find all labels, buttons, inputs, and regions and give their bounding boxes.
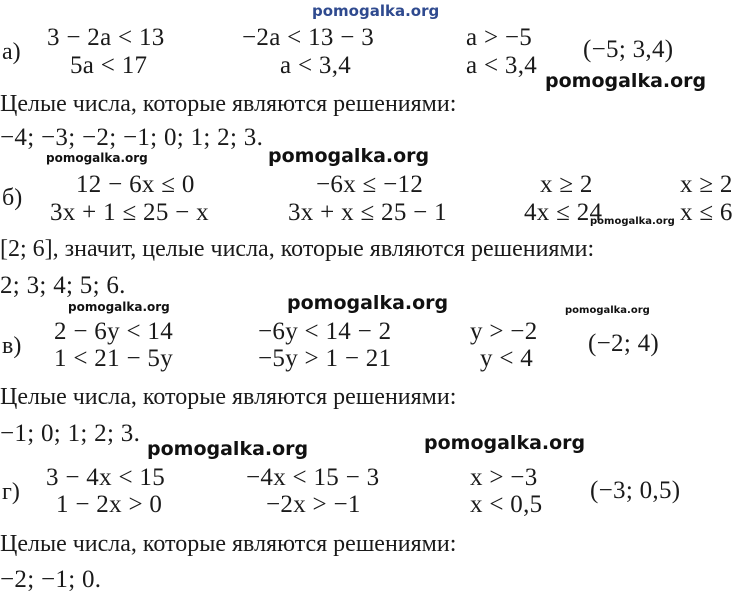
part-b-step3-ineq2: 4x ≤ 24 <box>524 199 603 226</box>
watermark: pomogalka.org <box>565 305 650 316</box>
part-b-step2-ineq2: 3x + x ≤ 25 − 1 <box>288 199 447 226</box>
part-v-step2-ineq2: −5y > 1 − 21 <box>258 345 392 372</box>
part-v-step1-ineq1: 2 − 6y < 14 <box>54 318 173 345</box>
part-b-label: б) <box>2 185 23 211</box>
watermark: pomogalka.org <box>287 292 449 314</box>
part-a-interval: (−5; 3,4) <box>583 36 674 63</box>
part-g-step2-ineq1: −4x < 15 − 3 <box>246 464 380 491</box>
part-a-text: Целые числа, которые являются решениями: <box>0 91 457 117</box>
watermark-top: pomogalka.org <box>312 2 440 20</box>
part-v-step3-ineq2: y < 4 <box>480 345 534 372</box>
part-v-step2-ineq1: −6y < 14 − 2 <box>258 318 392 345</box>
part-a-step2-ineq1: −2a < 13 − 3 <box>242 24 374 51</box>
watermark: pomogalka.org <box>545 70 707 92</box>
watermark: pomogalka.org <box>147 438 309 460</box>
watermark: pomogalka.org <box>68 300 170 314</box>
part-g-step1-ineq1: 3 − 4x < 15 <box>46 464 165 491</box>
part-b-text: [2; 6], значит, целые числа, которые являются решениями: <box>0 236 595 262</box>
part-b-step4-ineq1: x ≥ 2 <box>680 171 733 198</box>
part-v-label: в) <box>2 333 22 359</box>
part-b-step2-ineq1: −6x ≤ −12 <box>316 171 424 198</box>
part-g-text: Целые числа, которые являются решениями: <box>0 531 457 557</box>
part-v-interval: (−2; 4) <box>588 330 660 357</box>
part-a-step3-ineq1: a > −5 <box>466 24 533 51</box>
part-g-step3-ineq1: x > −3 <box>470 464 538 491</box>
part-v-step3-ineq1: y > −2 <box>470 318 538 345</box>
part-g-interval: (−3; 0,5) <box>590 477 681 504</box>
part-a-answer: −4; −3; −2; −1; 0; 1; 2; 3. <box>0 124 264 151</box>
part-a-label: а) <box>2 39 21 65</box>
watermark: pomogalka.org <box>590 216 675 227</box>
part-v-text: Целые числа, которые являются решениями: <box>0 384 457 410</box>
part-b-step4-ineq2: x ≤ 6 <box>680 199 733 226</box>
part-v-answer: −1; 0; 1; 2; 3. <box>0 420 141 447</box>
part-b-step3-ineq1: x ≥ 2 <box>540 171 593 198</box>
part-a-step1-ineq2: 5a < 17 <box>70 52 148 79</box>
watermark: pomogalka.org <box>268 145 430 167</box>
part-a-step3-ineq2: a < 3,4 <box>466 52 538 79</box>
part-a-step1-ineq1: 3 − 2a < 13 <box>47 24 165 51</box>
watermark: pomogalka.org <box>424 432 586 454</box>
part-g-step3-ineq2: x < 0,5 <box>470 491 543 518</box>
part-b-step1-ineq1: 12 − 6x ≤ 0 <box>76 171 195 198</box>
part-a-step2-ineq2: a < 3,4 <box>280 52 352 79</box>
watermark: pomogalka.org <box>46 151 148 165</box>
part-b-step1-ineq2: 3x + 1 ≤ 25 − x <box>50 199 209 226</box>
part-g-answer: −2; −1; 0. <box>0 566 102 593</box>
part-g-label: г) <box>2 479 20 505</box>
part-v-step1-ineq2: 1 < 21 − 5y <box>54 345 173 372</box>
part-b-answer: 2; 3; 4; 5; 6. <box>0 272 126 299</box>
part-g-step1-ineq2: 1 − 2x > 0 <box>56 491 163 518</box>
part-g-step2-ineq2: −2x > −1 <box>266 491 361 518</box>
